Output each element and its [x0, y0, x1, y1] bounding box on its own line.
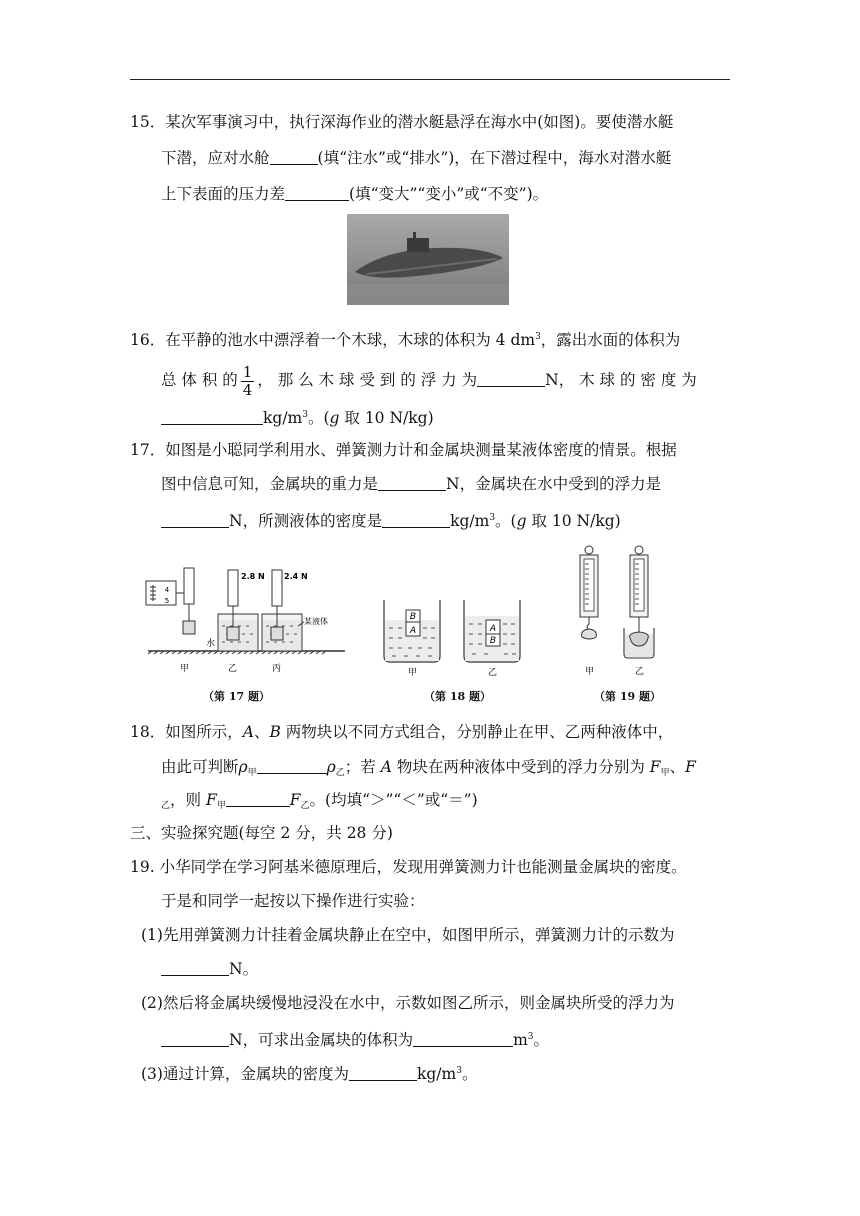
q19-part2-answer: N，可求出金属块的体积为 $m^3$。 — [161, 1027, 549, 1050]
q18-line1: 18．如图所示，A、B 两物块以不同方式组合，分别静止在甲、乙两种液体中， — [130, 723, 674, 741]
q16-blank-2[interactable] — [161, 409, 263, 425]
metal-block-a — [183, 621, 195, 634]
q15-blank-1[interactable] — [270, 149, 318, 165]
q19-blank-4[interactable] — [349, 1065, 417, 1081]
caption-fig19: （第 19 题） — [594, 690, 661, 703]
svg-text:A: A — [489, 624, 497, 634]
q15-blank-2[interactable] — [285, 185, 349, 201]
q15-line2: 下潜，应对水舱 (填“注水”或“排水”)，在下潜过程中，海水对潜水艇 — [161, 149, 672, 167]
q18-blank-1[interactable] — [257, 758, 327, 774]
q17-line2: 图中信息可知，金属块的重力是 N，金属块在水中受到的浮力是 — [161, 475, 662, 493]
label-jia-19: 甲 — [585, 667, 595, 677]
q15-line3: 上下表面的压力差 (填“变大”“变小”或“不变”)。 — [161, 185, 549, 203]
metal-block-c — [271, 627, 283, 640]
q19-part1: (1)先用弹簧测力计挂着金属块静止在空中，如图甲所示，弹簧测力计的示数为 — [141, 926, 675, 944]
submarine-photo — [347, 214, 509, 305]
fraction-one-quarter: $\frac{1}{4}$ — [242, 362, 253, 399]
q17-line3: N，所测液体的密度是 $kg/m^3$。(g 取 10 N/kg) — [161, 508, 621, 531]
q18-line2: 由此可判断$\rho_甲$ $\rho_乙$；若 A 物块在两种液体中受到的浮力分别为 $F_甲$、F — [161, 758, 696, 778]
q15-line1: 15．某次军事演习中，执行深海作业的潜水艇悬浮在海水中(如图)。要使潜水艇 — [130, 113, 674, 131]
q19-line2: 于是和同学一起按以下操作进行实验： — [161, 892, 425, 910]
q18-line3: $_乙$，则 $F_甲$ $F_乙$。(均填“＞”“＜”或“＝”) — [161, 791, 478, 811]
q19-part3: (3)通过计算，金属块的密度为 $kg/m^3$。 — [141, 1065, 478, 1083]
label-water: 水 — [206, 639, 216, 649]
q16-line2: 总 体 积 的 $\frac{1}{4}$ ， 那 么 木 球 受 到 的 浮 力 为 N， 木 球 的 密 度 为 — [161, 362, 697, 399]
spring-scale-b — [228, 570, 238, 606]
figure-17 — [140, 554, 350, 682]
label-yi-18: 乙 — [488, 668, 498, 678]
scale-inset — [146, 581, 176, 605]
figure-18 — [380, 596, 530, 678]
label-jia-18: 甲 — [408, 668, 418, 678]
reading-2-8n: 2.8 N — [241, 572, 265, 581]
label-yi: 乙 — [228, 664, 238, 674]
label-jia: 甲 — [180, 664, 190, 674]
q16-line1: 16．在平静的池水中漂浮着一个木球，木球的体积为 4 $dm^3$，露出水面的体积为 — [130, 331, 681, 349]
reading-2-4n: 2.4 N — [284, 572, 308, 581]
q19-part1-answer: N。 — [161, 959, 258, 979]
q19-blank-1[interactable] — [161, 960, 229, 976]
label-yi-19: 乙 — [635, 667, 645, 677]
header-rule — [130, 79, 730, 80]
scale-tick-4: 4 — [164, 586, 170, 594]
svg-text:A: A — [409, 626, 417, 636]
q19-blank-2[interactable] — [161, 1031, 229, 1047]
spring-scale-c — [272, 570, 282, 606]
label-liquid: 某液体 — [304, 617, 328, 626]
metal-sample-yi — [630, 632, 649, 646]
q16-blank-1[interactable] — [477, 371, 545, 387]
metal-sample-jia — [582, 629, 597, 639]
caption-fig18: （第 18 题） — [424, 690, 491, 703]
spring-scale-a — [184, 568, 194, 604]
svg-text:B: B — [409, 612, 417, 622]
scale-tick-5: 5 — [164, 597, 170, 605]
caption-fig17: （第 17 题） — [203, 690, 270, 703]
q17-blank-1[interactable] — [378, 475, 446, 491]
metal-block-b — [227, 627, 239, 640]
q18-blank-2[interactable] — [226, 791, 290, 807]
q16-line3: $kg/m^3$。(g 取 10 N/kg) — [161, 405, 434, 428]
label-bing: 丙 — [272, 664, 282, 674]
section-3-heading: 三、实验探究题(每空 2 分，共 28 分) — [130, 824, 393, 842]
q19-line1: 19. 小华同学在学习阿基米德原理后，发现用弹簧测力计也能测量金属块的密度。 — [130, 858, 687, 876]
q17-line1: 17．如图是小聪同学利用水、弹簧测力计和金属块测量某液体密度的情景。根据 — [130, 441, 677, 459]
q19-blank-3[interactable] — [413, 1031, 513, 1047]
q19-part2: (2)然后将金属块缓慢地浸没在水中，示数如图乙所示，则金属块所受的浮力为 — [141, 994, 675, 1012]
q17-blank-3[interactable] — [382, 512, 450, 528]
q17-blank-2[interactable] — [161, 512, 229, 528]
figure-19 — [572, 542, 672, 682]
svg-text:B: B — [489, 636, 497, 646]
